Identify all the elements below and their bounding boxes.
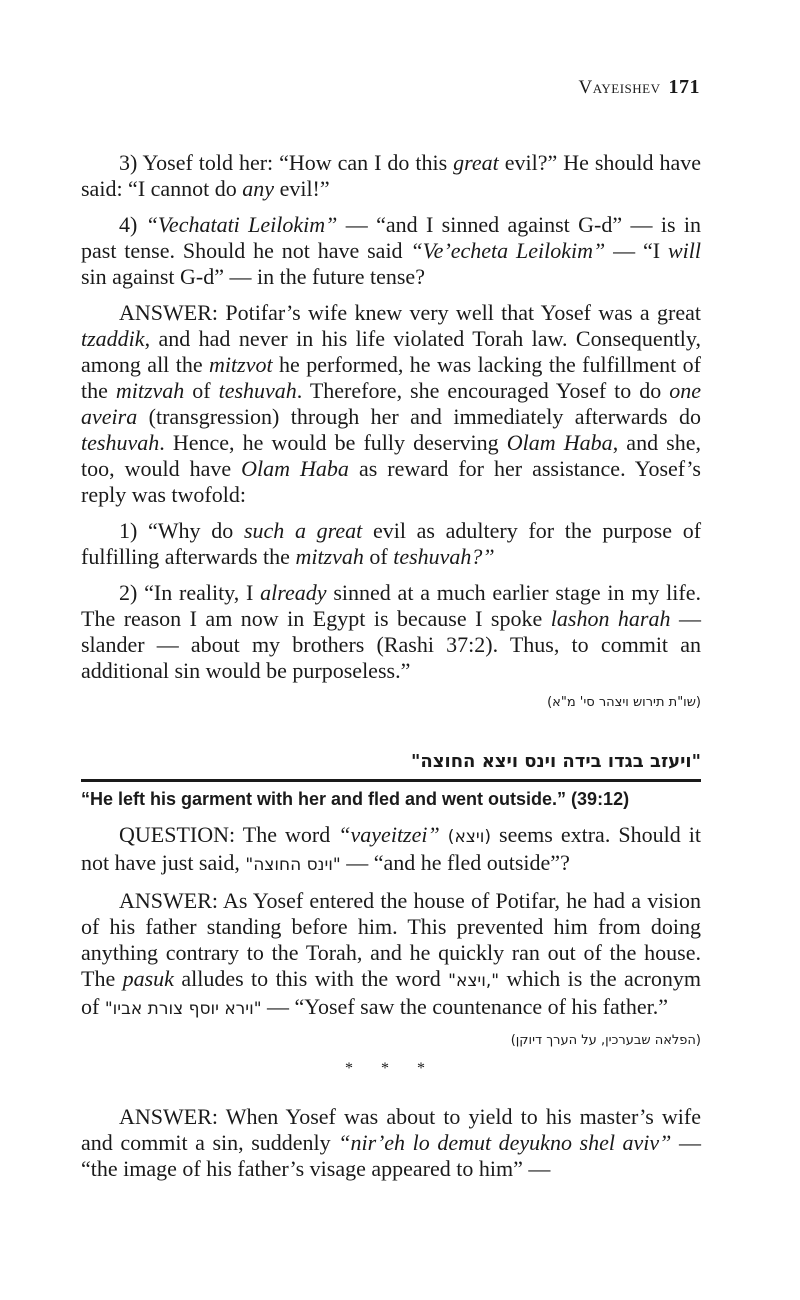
answer-paragraph-3: ANSWER: When Yosef was about to yield to his master’s wife and commit a sin, suddenly “nir’eh lo demut deyukno shel aviv” — “the image of his father’s visage appeared to him” — <box>81 1104 701 1181</box>
running-head <box>578 76 700 99</box>
verse-heading-english: “He left his garment with her and fled and went outside.” (39:12) <box>81 789 630 809</box>
reply-paragraph-1: 1) “Why do such a great evil as adultery for the purpose of fulfilling afterwards the mitzvah of teshuvah?” <box>81 518 702 569</box>
section-divider: * * * <box>345 1060 437 1077</box>
source-citation: (שו"ת תירוש ויצהר סי' מ"א) <box>547 695 701 710</box>
question-paragraph: QUESTION: The word “vayeitzei” (ויצא) seems extra. Should it not have just said, "וינס החוצה" — “and he fled outside”? <box>81 822 701 875</box>
reply-paragraph-2: 2) “In reality, I already sinned at a much earlier stage in my life. The reason I am now in Egypt is because I spoke lashon harah — slander — about my brothers (Rashi 37:2). Thus, to commit an additional sin would be purposeless.” <box>81 580 701 683</box>
body-text <box>81 150 701 1192</box>
answer-paragraph-1: ANSWER: Potifar’s wife knew very well that Yosef was a great tzaddik, and had never in his life violated Torah law. Consequently, among all the mitzvot he performed, he was lacking the fulfillment of the mitzvah of teshuvah. Therefore, she encouraged Yosef to do one aveira (transgression) through her and immediately afterwards do teshuvah. Hence, he would be fully deserving Olam Haba, and she, too, would have Olam Haba as reward for her assistance. Yosef’s reply was twofold: <box>81 300 702 507</box>
source-citation-2: (הפלאה שבערכין, על הערך דיוקן) <box>510 1033 701 1048</box>
paragraph-3: 3) Yosef told her: “How can I do this great evil?” He should have said: “I cannot do any evil!” <box>81 150 701 201</box>
verse-heading-hebrew: "ויעזב בגדו בידה וינס ויצא החוצה" <box>81 749 701 782</box>
answer-paragraph-2: ANSWER: As Yosef entered the house of Potifar, he had a vision of his father standing before him. This prevented him from doing anything contrary to the Torah, and he quickly ran out of the house. The pasuk alludes to this with the word "ויצא," which is the acronym of "וירא יוסף צורת אביו" — “Yosef saw the countenance of his father.” <box>81 888 701 1019</box>
chapter-title: Vayeishev <box>578 77 661 98</box>
page-number: 171 <box>668 76 700 98</box>
paragraph-4: 4) “Vechatati Leilokim” — “and I sinned against G-d” — is in past tense. Should he not have said “Ve’echeta Leilokim” — “I will sin against G-d” — in the future tense? <box>81 212 701 289</box>
